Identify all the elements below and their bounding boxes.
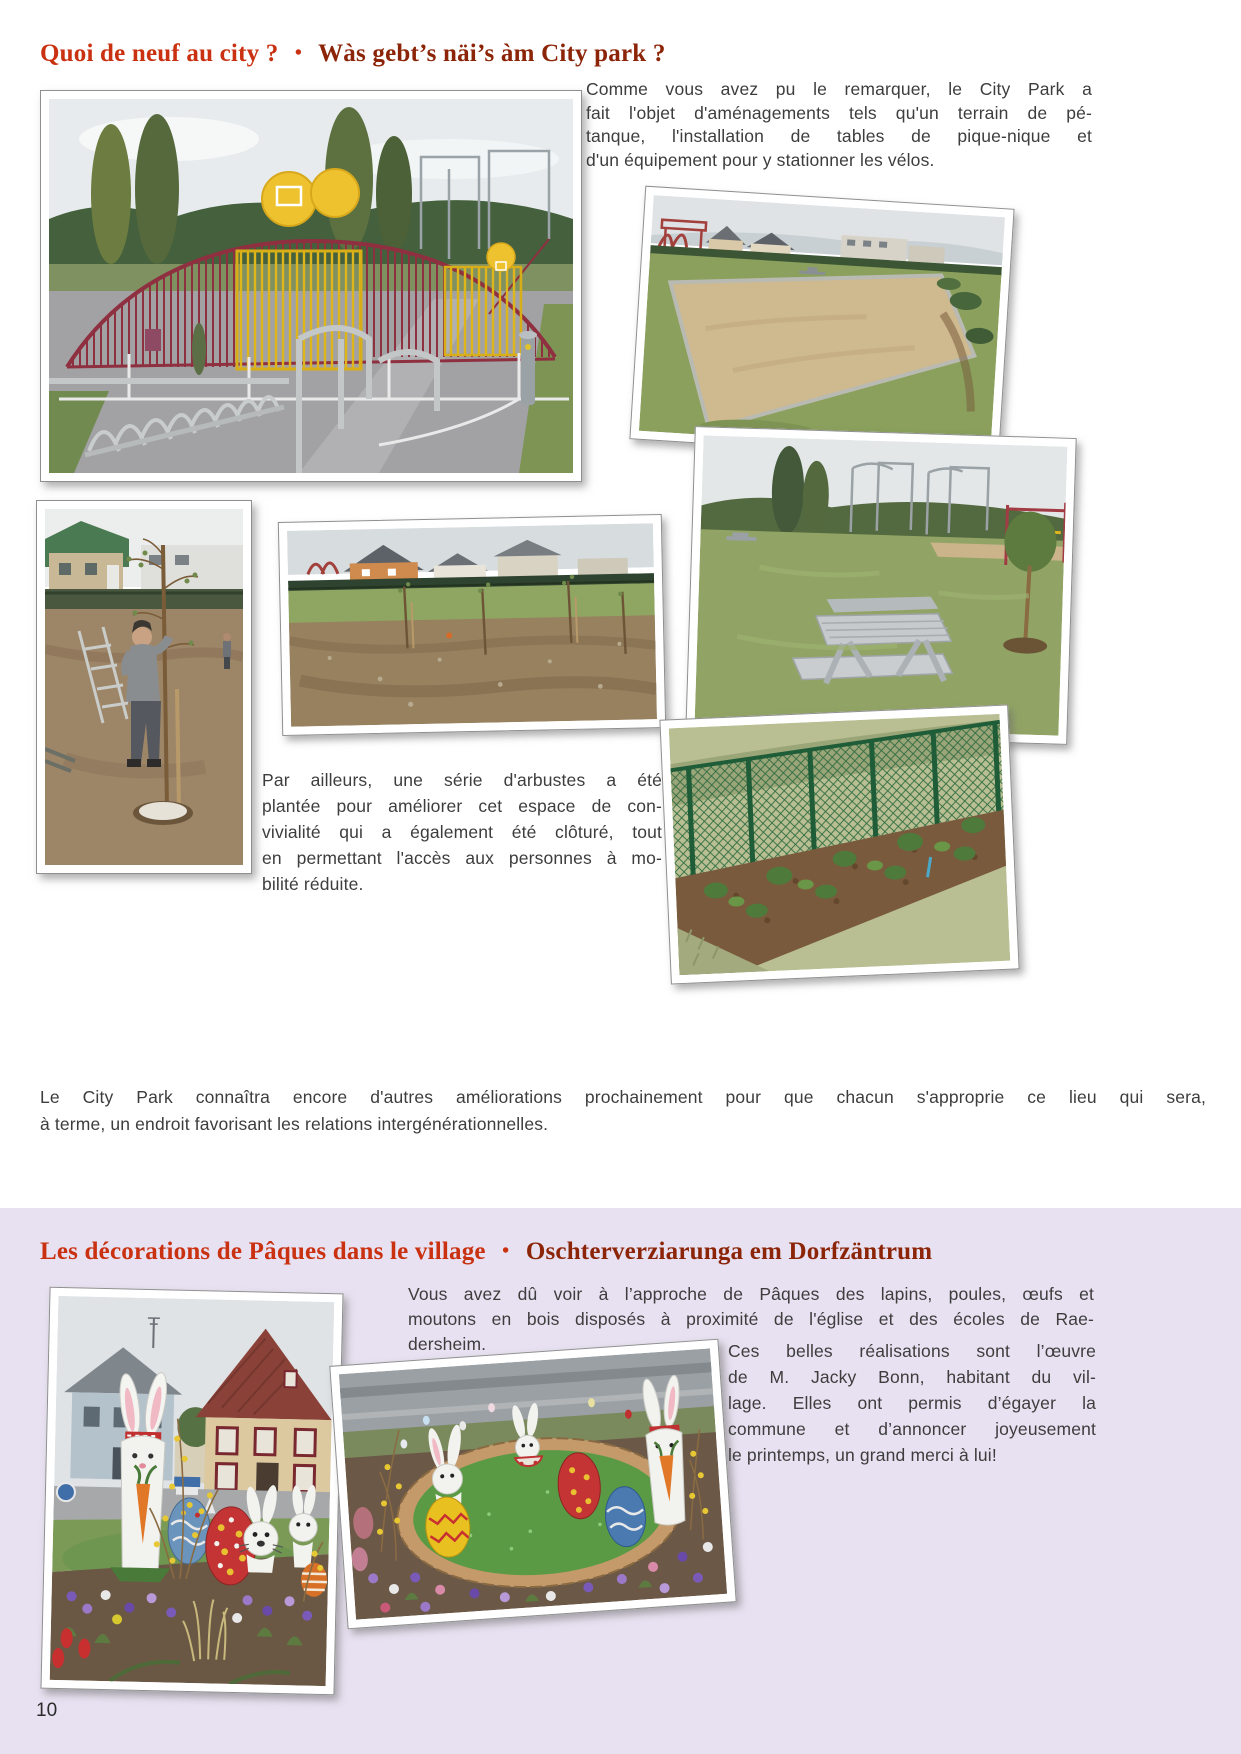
photo-easter-roundabout <box>329 1339 736 1630</box>
title-alsatian: Oschterverziarunga em Dorfzäntrum <box>525 1238 933 1265</box>
title-bullet-separator: • <box>294 42 303 64</box>
para-shrubs: Par ailleurs, une série d'arbustes a été plantée pour améliorer cet espace de con- vivialité qui a également été clôturé, tout en permettant l'accès aux personnes à mo- bilité réduite. <box>262 770 662 894</box>
field-illustration <box>287 523 657 727</box>
photo-playground <box>40 90 582 482</box>
title-french: Quoi de neuf au city ? <box>40 40 279 67</box>
title-alsatian: Wàs gebt’s näi’s àm City park ? <box>318 40 666 67</box>
fence-illustration <box>669 714 1010 975</box>
para-city-closing: Le City Park connaîtra encore d'autres améliorations prochainement pour que chacun s'approprie ce lieu qui sera, à terme, un endroit favorisant les relations intergénérationnelles. <box>40 1087 1206 1134</box>
easter-section-title <box>40 1238 932 1266</box>
title-bullet-separator: • <box>502 1240 510 1262</box>
para-easter-credit: Ces belles réalisations sont l’œuvre de M. Jacky Bonn, habitant du vil- lage. Elles ont permis d’égayer la commune et d’annoncer joyeusement le printemps, un grand merci à lui! <box>728 1341 1096 1465</box>
photo-sapling-field <box>278 514 666 736</box>
para-city-intro: Comme vous avez pu le remarquer, le City Park a fait l'objet d'aménagements tels qu'un terrain de pé- tanque, l'installation de tables de pique-nique et d'un équipement pour y stationner les vélos. <box>586 79 1092 170</box>
photo-fence-shrubs <box>659 705 1019 985</box>
photo-picnic-table <box>685 426 1076 745</box>
picnic-illustration <box>695 435 1068 735</box>
city-park-section-title <box>40 40 666 68</box>
page-number: 10 <box>36 1700 58 1721</box>
photo-petanque <box>629 186 1014 463</box>
easter-roundabout-illustration <box>339 1348 727 1619</box>
para-easter-intro: Vous avez dû voir à l’approche de Pâques des lapins, poules, œufs et moutons en bois disposés à proximité de l'église et des écoles de Rae- dersheim. <box>408 1284 1094 1354</box>
petanque-illustration <box>639 195 1005 453</box>
planting-illustration <box>45 509 243 865</box>
photo-tree-planting <box>36 500 252 874</box>
easter-village-illustration <box>50 1296 335 1686</box>
title-french: Les décorations de Pâques dans le village <box>40 1238 486 1265</box>
playground-illustration <box>49 99 573 473</box>
photo-easter-village <box>40 1287 343 1696</box>
